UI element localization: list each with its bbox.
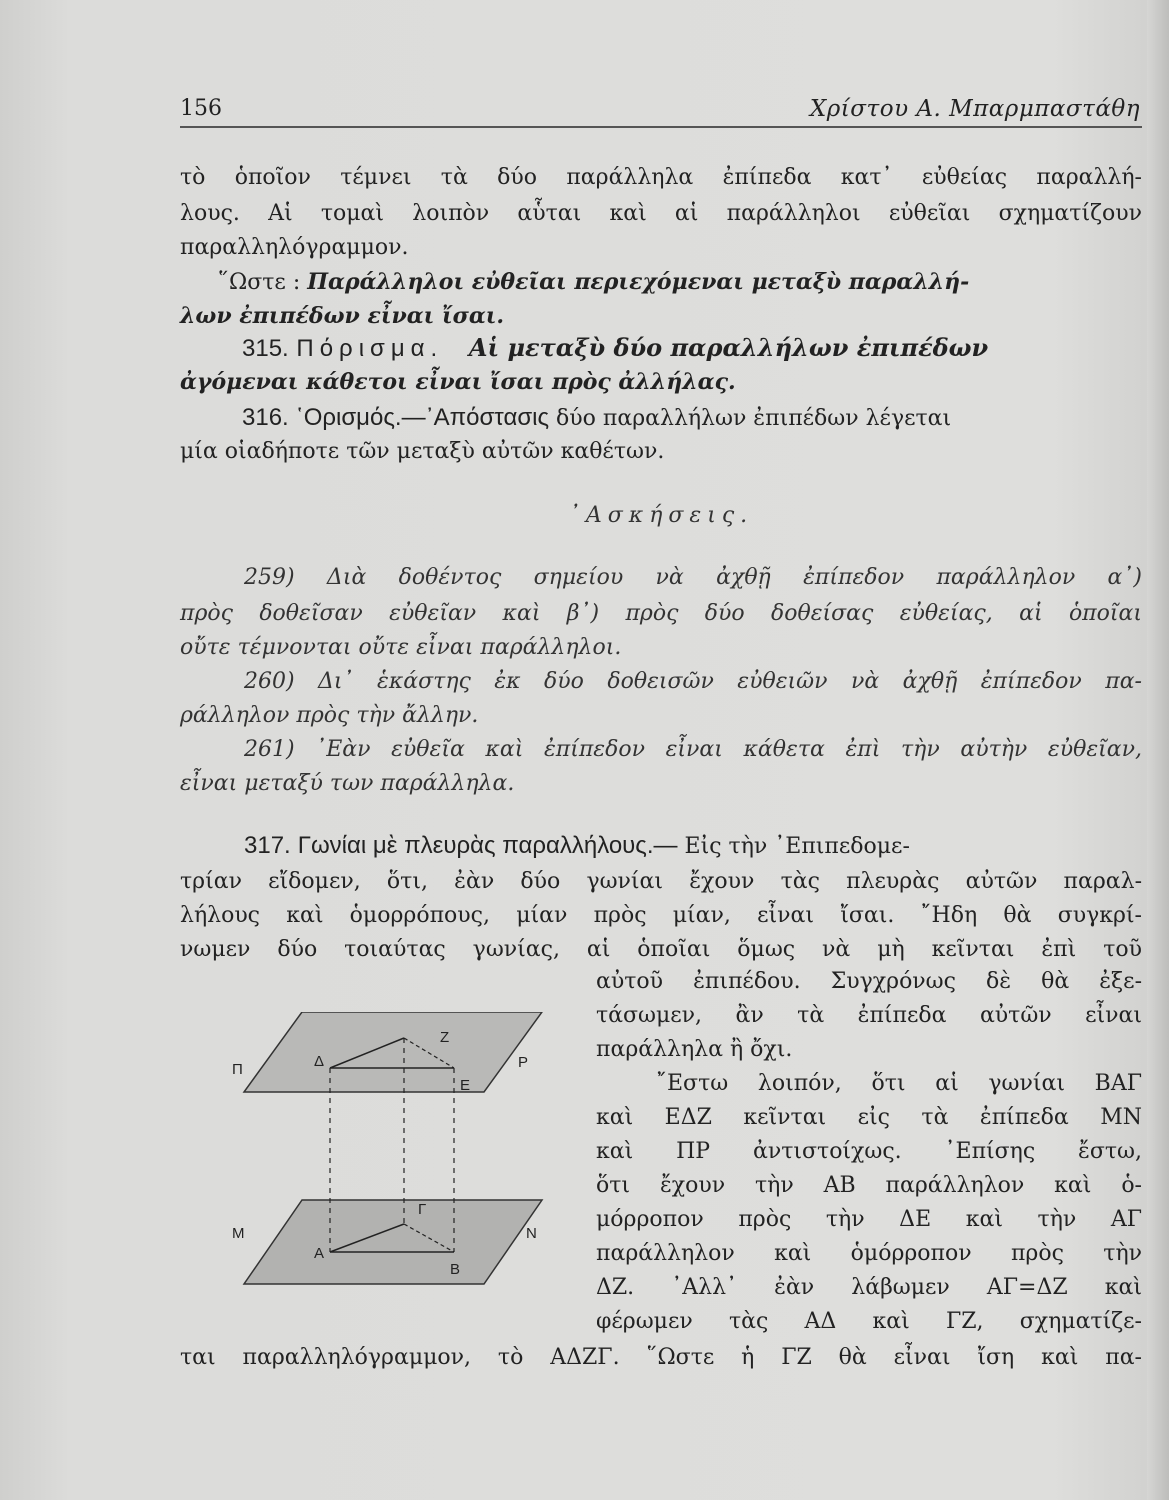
section-316-heading [242, 402, 951, 435]
section-317-text-1: Εἰς τὴν ᾽Επιπεδομε- [684, 834, 910, 859]
intro-line-4 [218, 266, 1142, 299]
section-317-right-6: καὶ ΠΡ ἀντιστοίχως. ᾽Επίσης ἔστω, [596, 1139, 1142, 1164]
section-317-right-1: αὐτοῦ ἐπιπέδου. Συγχρόνως δὲ θὰ ἐξε- [596, 969, 1142, 994]
section-317-line-4: νωμεν δύο τοιαύτας γωνίας, αἱ ὁποῖαι ὅμως νὰ μὴ κεῖνται ἐπὶ τοῦ [180, 937, 1142, 962]
header-rule [180, 126, 1142, 128]
section-317-title: Γωνίαι μὲ πλευρὰς παραλλήλους.— [297, 832, 678, 859]
label-M: Μ [232, 1225, 245, 1242]
exercise-261-line-2: εἶναι μεταξύ των παράλληλα. [180, 771, 515, 796]
section-316-number: 316. [242, 404, 289, 431]
intro-line-5: λων ἐπιπέδων εἶναι ἴσαι. [180, 303, 505, 329]
section-316-text: δύο παραλλήλων ἐπιπέδων λέγεται [556, 406, 952, 431]
parallel-planes-figure [222, 1012, 562, 1302]
label-Z: Ζ [440, 1029, 450, 1046]
section-317-right-10: ΔΖ. ᾽Αλλ᾽ ἐὰν λάβωμεν ΑΓ=ΔΖ καὶ [596, 1275, 1142, 1300]
label-R: Ρ [518, 1054, 529, 1071]
plane-MN [244, 1200, 542, 1284]
section-317-line-2: τρίαν εἴδομεν, ὅτι, ἐὰν δύο γωνίαι ἔχουν τὰς πλευρὰς αὐτῶν παραλ- [180, 869, 1142, 894]
section-315-number: 315. [242, 335, 289, 362]
section-317-right-11: φέρωμεν τὰς ΑΔ καὶ ΓΖ, σχηματίζε- [596, 1309, 1142, 1334]
section-315-text-2: ἀγόμεναι κάθετοι εἶναι ἴσαι πρὸς ἀλλήλας. [180, 369, 736, 395]
section-317-right-9: παράλληλον καὶ ὁμόρροπον πρὸς τὴν [596, 1241, 1142, 1266]
section-316-text-2: μία οἱαδήποτε τῶν μεταξὺ αὐτῶν καθέτων. [180, 439, 665, 464]
exercise-261-line-1: 261) ᾽Εὰν εὐθεῖα καὶ ἐπίπεδον εἶναι κάθετα ἐπὶ τὴν αὐτὴν εὐθεῖαν, [244, 737, 1142, 762]
page-number: 156 [180, 96, 222, 121]
section-317-right-4: ῎Εστω λοιπόν, ὅτι αἱ γωνίαι ΒΑΓ [656, 1071, 1142, 1096]
exercise-259-line-2: πρὸς δοθεῖσαν εὐθεῖαν καὶ β᾽) πρὸς δύο δοθείσας εὐθείας, αἱ ὁποῖαι [180, 601, 1142, 626]
exercise-260-line-1: 260) Δι᾽ ἑκάστης ἐκ δύο δοθεισῶν εὐθειῶν νὰ ἀχθῇ ἐπίπεδον πα- [244, 669, 1142, 694]
theorem-statement: Παράλληλοι εὐθεῖαι περιεχόμεναι μεταξὺ παραλλή- [307, 269, 970, 295]
label-G: Γ [418, 1201, 427, 1218]
intro-line-3: παραλληλόγραμμον. [180, 235, 409, 260]
label-E: Ε [460, 1077, 471, 1094]
section-317-right-8: μόρροπον πρὸς τὴν ΔΕ καὶ τὴν ΑΓ [596, 1207, 1142, 1232]
page-header [180, 92, 1140, 128]
section-315-title: Πόρισμα. [296, 335, 444, 362]
section-317-heading [244, 830, 1142, 863]
section-317-right-2: τάσωμεν, ἂν τὰ ἐπίπεδα αὐτῶν εἶναι [596, 1003, 1142, 1028]
section-315-heading [242, 332, 1142, 365]
page-spine-shadow [1147, 0, 1169, 1500]
section-317-right-5: καὶ ΕΔΖ κεῖνται εἰς τὰ ἐπίπεδα ΜΝ [596, 1105, 1142, 1130]
label-D: Δ [314, 1053, 325, 1070]
section-317-line-3: λήλους καὶ ὁμορρόπους, μίαν πρὸς μίαν, εἶναι ἴσαι. ῎Ηδη θὰ συγκρί- [180, 903, 1142, 928]
section-316-title: ῾Ορισμός.—᾽Απόστασις [295, 404, 550, 431]
section-317-right-3: παράλληλα ἢ ὄχι. [596, 1037, 793, 1062]
exercise-260-line-2: ράλληλον πρὸς τὴν ἄλλην. [180, 703, 479, 728]
label-A: Α [314, 1245, 325, 1262]
section-317-last-line: ται παραλληλόγραμμον, τὸ ΑΔΖΓ. ῞Ωστε ἡ ΓΖ θὰ εἶναι ἴση καὶ πα- [180, 1345, 1142, 1370]
section-317-number: 317. [244, 832, 291, 859]
label-N: Ν [526, 1225, 537, 1242]
plane-PR [244, 1012, 542, 1092]
label-P: Π [232, 1061, 243, 1078]
section-315-text: Αἱ μεταξὺ δύο παραλλήλων ἐπιπέδων [468, 333, 989, 362]
running-title: Χρίστου Α. Μπαρμπαστάθη [809, 96, 1140, 122]
exercises-heading: ᾽Ασκήσεις. [568, 503, 754, 528]
intro-line-2: λους. Αἱ τομαὶ λοιπὸν αὗται καὶ αἱ παράλληλοι εὐθεῖαι σχηματίζουν [180, 201, 1142, 226]
section-317-right-7: ὅτι ἔχουν τὴν ΑΒ παράλληλον καὶ ὁ- [596, 1173, 1142, 1198]
exercise-259-line-3: οὔτε τέμνονται οὔτε εἶναι παράλληλοι. [180, 635, 622, 660]
label-B: Β [450, 1261, 461, 1278]
intro-line-1: τὸ ὁποῖον τέμνει τὰ δύο παράλληλα ἐπίπεδα κατ᾽ εὐθείας παραλλή- [180, 165, 1142, 190]
exercise-259-line-1: 259) Διὰ δοθέντος σημείου νὰ ἀχθῇ ἐπίπεδον παράλληλον α᾽) [244, 565, 1142, 590]
hence-word: ῞Ωστε : [218, 270, 301, 295]
